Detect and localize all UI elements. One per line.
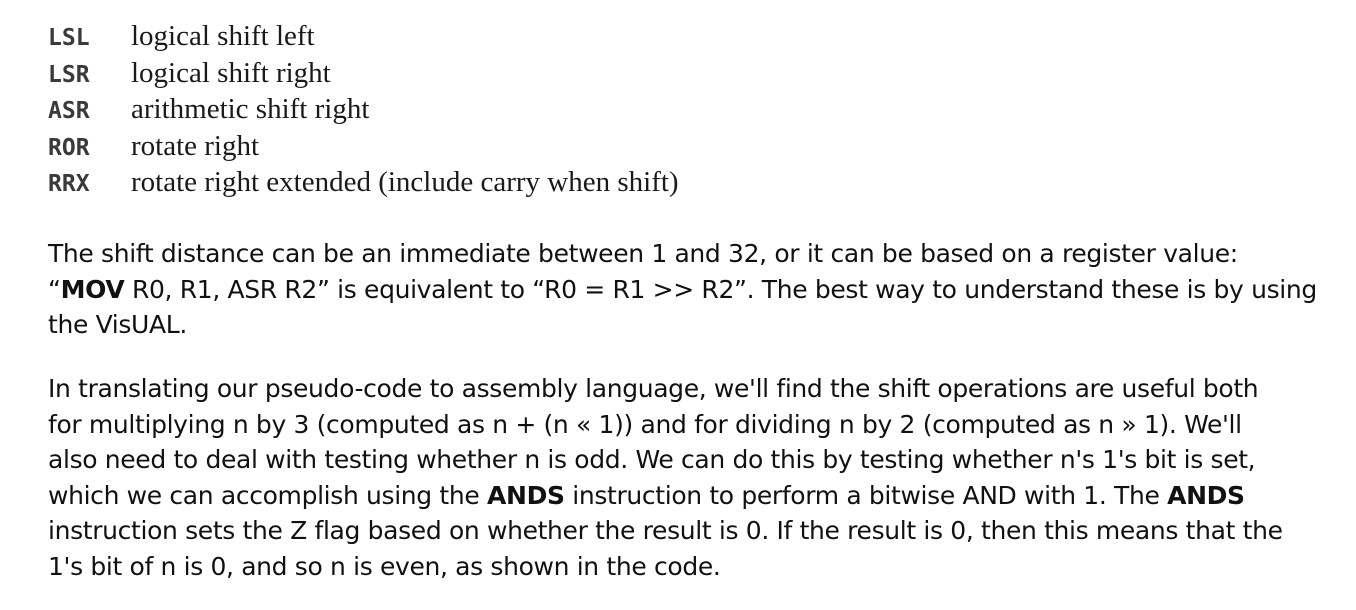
ands-keyword: ANDS	[487, 480, 565, 510]
paragraph-line: The shift distance can be an immediate between 1 and 32, or it can be based on a register value:	[48, 239, 1238, 268]
shift-op-row	[48, 93, 679, 130]
paragraph-line: instruction sets the Z flag based on whether the result is 0. If the result is 0, then this means that the	[48, 516, 1283, 545]
shift-op-description: rotate right extended (include carry when shift)	[131, 166, 679, 198]
shift-op-description: arithmetic shift right	[131, 93, 370, 125]
paragraph-line: also need to deal with testing whether n is odd. We can do this by testing whether n's 1's bit is set,	[48, 445, 1256, 474]
shift-op-row	[48, 20, 679, 57]
shift-operations-list	[48, 20, 679, 203]
shift-op-description: rotate right	[131, 129, 260, 162]
paragraph-line	[48, 272, 1348, 308]
ands-keyword: ANDS	[1167, 480, 1245, 510]
shift-op-description: logical shift left	[131, 20, 315, 52]
paragraph-line: In translating our pseudo-code to assembly language, we'll find the shift operations are useful both	[48, 374, 1259, 403]
paragraph-line	[48, 478, 1348, 514]
shift-op-mnemonic: ASR	[48, 98, 90, 124]
shift-distance-paragraph	[48, 236, 1348, 343]
paragraph-line: 1's bit of n is 0, and so n is even, as shown in the code.	[48, 551, 721, 581]
shift-op-mnemonic: LSR	[48, 61, 90, 88]
shift-op-row	[48, 166, 679, 203]
open-quote: “	[48, 274, 61, 304]
paragraph-text: instruction to perform a bitwise AND with 1. The	[564, 480, 1168, 510]
shift-op-mnemonic: LSL	[48, 25, 90, 51]
paragraph-text: which we can accomplish using the	[48, 480, 487, 510]
translation-paragraph	[48, 371, 1348, 584]
mov-keyword: MOV	[60, 274, 125, 304]
paragraph-line: for multiplying n by 3 (computed as n + (n « 1)) and for dividing n by 2 (computed as n » 1). We'll	[48, 409, 1242, 439]
paragraph-text: R0, R1, ASR R2” is equivalent to “R0 = R1 >> R2”. The best way to understand these is by using	[124, 274, 1317, 304]
shift-op-mnemonic: RRX	[48, 171, 90, 197]
shift-op-mnemonic: ROR	[48, 134, 90, 161]
shift-op-description: logical shift right	[131, 56, 331, 89]
paragraph-line: the VisUAL.	[48, 310, 187, 339]
shift-op-row	[48, 57, 679, 94]
shift-op-row	[48, 130, 679, 167]
